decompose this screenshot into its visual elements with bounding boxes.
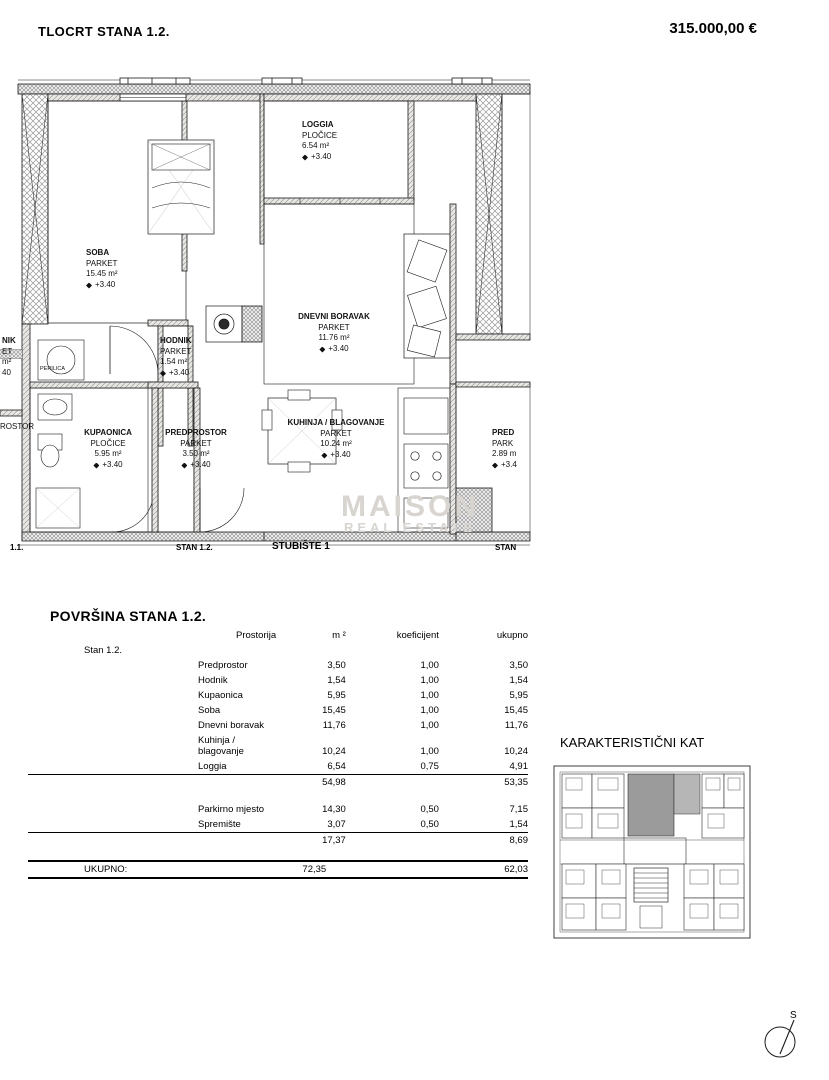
table-row [28,703,528,718]
col-header-koeficijent: koeficijent [396,630,439,641]
cell-m2: 3,50 [327,660,346,671]
area-table [28,628,528,860]
cell-koef: 1,00 [420,690,439,701]
cell-total: 5,95 [509,690,528,701]
cell-room: Dnevni boravak [198,720,265,731]
cell-m2: 3,07 [327,819,346,830]
room-label-soba: SOBA PARKET 15.45 m² +3.40 [86,248,118,289]
cell-room: Loggia [198,761,227,772]
grand-total-label: UKUPNO: [84,864,128,875]
cell-room: Kupaonica [198,690,243,701]
price-label: 315.000,00 € [669,20,757,37]
cell-m2: 1,54 [327,675,346,686]
table-spacer-row [28,848,528,860]
cell-room: Spremište [198,819,241,830]
north-arrow-label: S [790,1010,797,1021]
partial-room-label-right: PRED PARK 2.89 m +3.4 [492,428,517,469]
cell-total: 11,76 [504,720,528,731]
unit-tag-current: STAN 1.2. [176,543,213,552]
unit-label: Stan 1.2. [84,645,123,656]
cell-koef: 1,00 [420,660,439,671]
cell-koef: 0,50 [420,819,439,830]
extra-subtotal-total: 8,69 [439,833,528,849]
cell-total: 15,45 [504,705,528,716]
table-row [28,817,528,833]
table-header-row [28,628,528,643]
grand-total-m2: 72,35 [302,864,327,875]
keyplan-svg [552,760,757,945]
cell-m2: 5,95 [327,690,346,701]
table-row [28,658,528,673]
table-subtotal-row [28,775,528,791]
keyplan [552,760,757,945]
watermark: MAISON REAL ESTATE [341,490,479,535]
table-row [28,802,528,817]
partial-room-label-prostor: ROSTOR [0,422,35,431]
area-table-title: POVRŠINA STANA 1.2. [50,608,207,624]
room-label-hodnik: HODNIK PARKET 1.54 m² +3.40 [160,336,192,377]
cell-koef: 1,00 [420,720,439,731]
table-row [28,733,528,759]
cell-m2: 10,24 [322,746,346,757]
cell-total: 4,91 [509,761,528,772]
room-label-dnevni-boravak: DNEVNI BORAVAK PARKET 11.76 m² +3.40 [298,312,370,353]
stairs-tag: STUBIŠTE 1 [272,541,330,552]
room-label-kupaonica: KUPAONICA PLOČICE 5.95 m² +3.40 [84,428,132,469]
table-unit-row [28,643,528,658]
table-row [28,673,528,688]
cell-total: 7,15 [509,804,528,815]
cell-m2: 6,54 [327,761,346,772]
col-header-m2: m ² [332,630,346,641]
unit-tag-left: 1.1. [10,543,24,552]
keyplan-title: KARAKTERISTIČNI KAT [560,735,705,750]
col-header-room: Prostorija [236,630,277,641]
cell-m2: 11,76 [322,720,346,731]
cell-m2: 15,45 [322,705,346,716]
cell-room: Hodnik [198,675,228,686]
cell-room: Kuhinja / blagovanje [198,735,244,757]
table-spacer-row [28,790,528,802]
cell-total: 1,54 [509,819,528,830]
document-header [0,10,829,44]
cell-koef: 0,50 [420,804,439,815]
cell-total: 3,50 [509,660,528,671]
subtotal-m2: 54,98 [279,775,346,791]
room-label-predprostor: PREDPROSTOR PARKET 3.50 m² +3.40 [165,428,227,469]
cell-total: 10,24 [504,746,528,757]
floorplan-drawing [0,58,540,568]
extra-subtotal-m2: 17,37 [279,833,346,849]
cell-room: Predprostor [198,660,248,671]
cell-koef: 1,00 [420,746,439,757]
area-table-wrap [28,628,528,879]
page-title: TLOCRT STANA 1.2. [38,24,170,39]
area-table-grand-total [28,860,528,879]
table-row [28,718,528,733]
cell-room: Parkirno mjesto [198,804,264,815]
table-row [28,688,528,703]
room-label-loggia: LOGGIA PLOČICE 6.54 m² +3.40 [302,120,338,161]
appliance-label-perilica: PERILICA [40,366,66,372]
cell-room: Soba [198,705,221,716]
grand-total-row [28,861,528,878]
table-row [28,759,528,775]
cell-m2: 14,30 [322,804,346,815]
cell-koef: 0,75 [420,761,439,772]
col-header-ukupno: ukupno [496,630,528,641]
partial-room-label-left: NIK ET m² 40 [2,336,16,377]
unit-tag-right: STAN [495,543,517,552]
room-label-kuhinja-blagovanje: KUHINJA / BLAGOVANJE PARKET 10.24 m² +3.40 [287,418,385,459]
floorplan-svg [0,58,540,568]
north-arrow [760,1010,808,1062]
cell-koef: 1,00 [420,705,439,716]
subtotal-total: 53,35 [439,775,528,791]
north-arrow-svg [760,1010,808,1062]
table-extra-subtotal-row [28,833,528,849]
cell-koef: 1,00 [420,675,439,686]
cell-total: 1,54 [509,675,528,686]
grand-total-total: 62,03 [504,864,528,875]
